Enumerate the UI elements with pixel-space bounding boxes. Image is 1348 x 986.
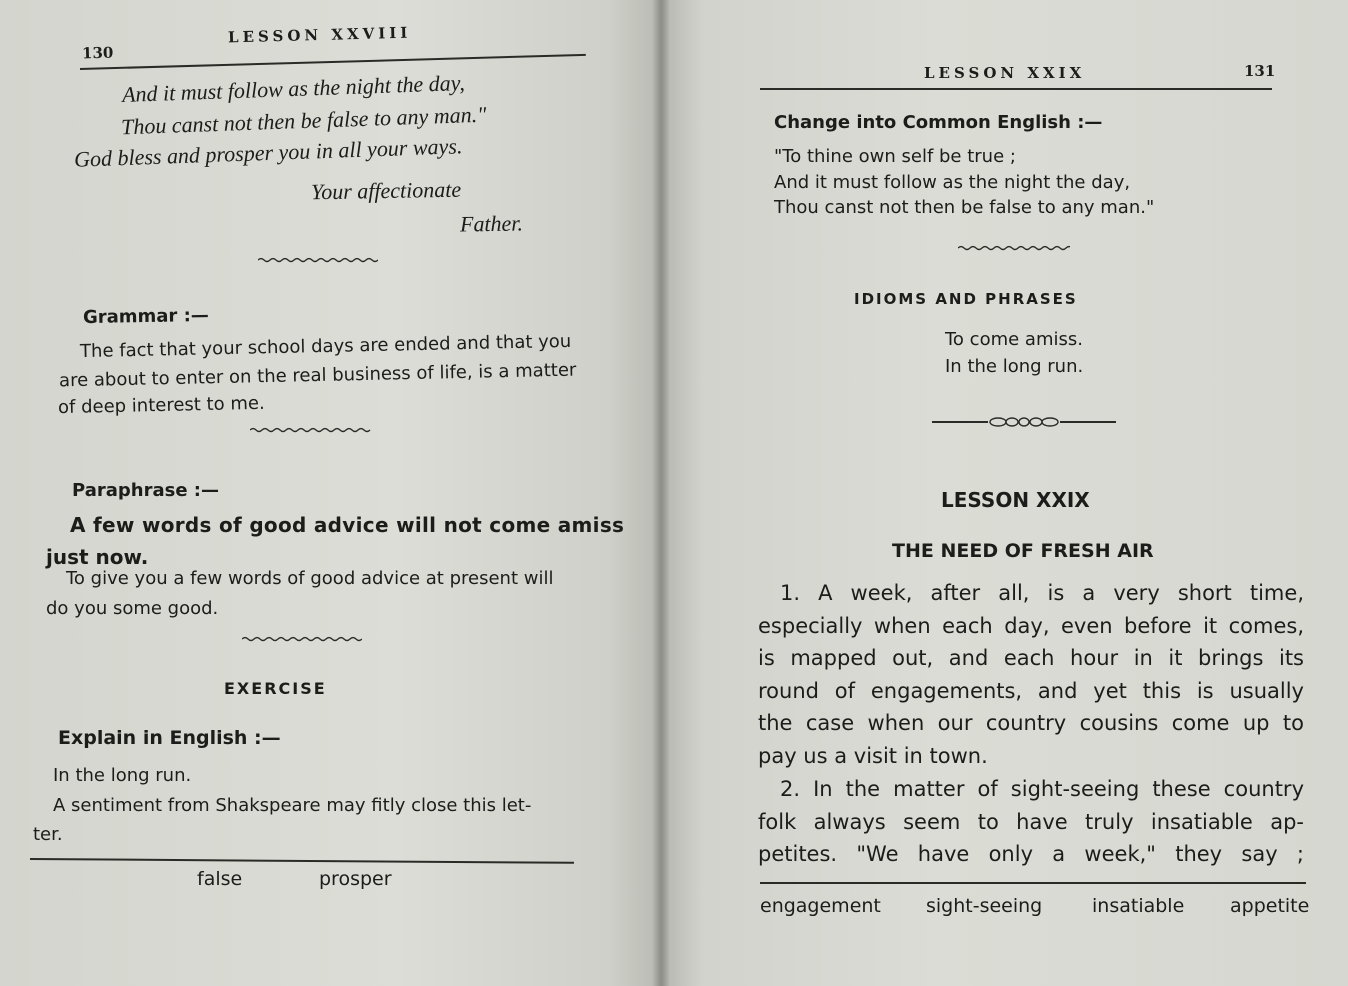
lesson-title: LESSON XXIX [941, 488, 1090, 512]
grammar-line: The fact that your school days are ended and that you [79, 330, 572, 363]
change-label: Change into Common English :— [774, 112, 1103, 133]
vocab-word: engagement [760, 895, 881, 917]
change-quote-line: And it must follow as the night the day, [774, 172, 1131, 193]
paragraph-line: 2. In the matter of sight-seeing these country [780, 777, 1304, 801]
right-page [662, 0, 1348, 986]
lesson-subtitle: THE NEED OF FRESH AIR [892, 540, 1154, 562]
idiom-item: In the long run. [945, 356, 1084, 377]
paragraph-line: folk always seem to have truly insatiable ap- [758, 809, 1304, 834]
paraphrase-rewrite: To give you a few words of good advice at present will [66, 568, 554, 589]
vocab-word: appetite [1230, 895, 1310, 917]
vocab-word: insatiable [1092, 895, 1185, 917]
paragraph-line: especially when each day, even before it comes, [758, 613, 1304, 638]
exercise-item: In the long run. [53, 765, 192, 786]
left-header-rule [80, 54, 586, 70]
section-divider [258, 257, 378, 263]
paragraph-line: the case when our country cousins come up to [758, 711, 1304, 735]
paragraph-1 [758, 577, 1304, 772]
poem-line: And it must follow as the night the day, [121, 70, 466, 107]
paragraph-line: 1. A week, after all, is a very short time, [780, 581, 1304, 605]
right-header-rule [760, 88, 1272, 90]
left-page [0, 0, 662, 986]
grammar-label: Grammar :— [82, 304, 209, 329]
idioms-heading: IDIOMS AND PHRASES [854, 290, 1078, 308]
paragraph-line: pay us a visit in town. [758, 743, 988, 768]
right-footer-rule [760, 882, 1306, 884]
vocab-word: sight-seeing [926, 895, 1043, 917]
section-divider [242, 636, 362, 642]
grammar-line: are about to enter on the real business of life, is a matter [58, 359, 577, 392]
change-quote-line: "To thine own self be true ; [774, 146, 1016, 167]
paragraph-2 [758, 773, 1304, 871]
paragraph-line: petites. "We have only a week," they say ; [758, 842, 1304, 866]
paraphrase-original: just now. [46, 545, 149, 569]
right-running-head: LESSON XXIX [924, 64, 1086, 82]
vocab-word: prosper [319, 868, 392, 890]
idiom-item: To come amiss. [945, 329, 1083, 350]
grammar-line: of deep interest to me. [57, 392, 265, 419]
exercise-heading: EXERCISE [224, 679, 327, 698]
paragraph-line: is mapped out, and each hour in it brings its [758, 646, 1304, 670]
paragraph-line: round of engagements, and yet this is usually [758, 678, 1304, 703]
poem-line: Thou canst not then be false to any man." [120, 101, 487, 140]
vocab-word: false [197, 868, 243, 890]
letter-signature: Father. [459, 210, 524, 237]
left-page-number: 130 [81, 43, 114, 63]
section-divider [250, 427, 372, 433]
exercise-item: ter. [33, 824, 63, 845]
poem-line: God bless and prosper you in all your ways. [73, 133, 463, 172]
paraphrase-label: Paraphrase :— [72, 480, 219, 501]
ornamental-divider [932, 415, 1116, 434]
change-quote-line: Thou canst not then be false to any man." [774, 197, 1155, 218]
letter-closing: Your affectionate [310, 176, 462, 205]
right-page-number: 131 [1244, 62, 1276, 80]
exercise-item: A sentiment from Shakspeare may fitly close this let- [53, 795, 532, 816]
paraphrase-rewrite: do you some good. [46, 598, 219, 619]
paraphrase-original: A few words of good advice will not come amiss [70, 513, 625, 537]
left-footer-rule [30, 858, 574, 864]
exercise-label: Explain in English :— [58, 727, 281, 749]
section-divider [958, 245, 1070, 251]
left-running-head: LESSON XXVIII [227, 23, 412, 47]
book-gutter [652, 0, 670, 986]
